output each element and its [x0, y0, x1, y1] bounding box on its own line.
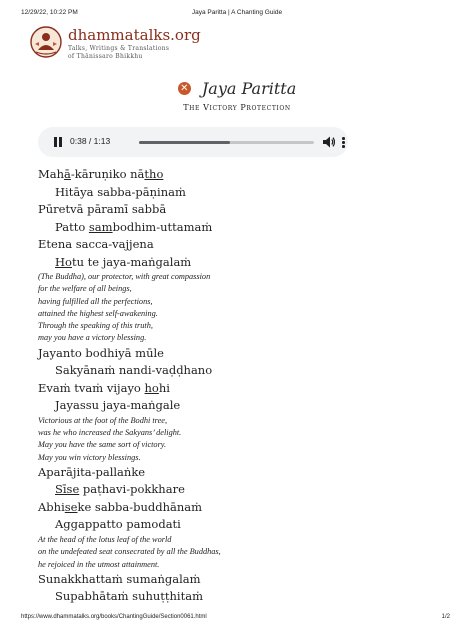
pali-verse-line: Jayanto bodhiyā mūle	[38, 345, 164, 360]
site-name[interactable]: dhammatalks.org	[68, 26, 201, 44]
translation-line: may you have a victory blessing.	[38, 333, 147, 343]
translation-line: (The Buddha), our protector, with great compassion	[38, 272, 211, 281]
pali-verse-line: Sīse paṭhavi-pokkhare	[55, 482, 185, 497]
pali-verse-line: Sakyānaṁ nandi-vaḍḍhano	[55, 363, 213, 378]
translation-line: on the undefeated seat consecrated by all the Buddhas,	[38, 547, 221, 557]
page-subtitle: The Victory Protection	[183, 103, 291, 112]
translation-line: Victorious at the foot of the Bodhi tree,	[38, 415, 168, 425]
pause-icon[interactable]	[52, 136, 64, 148]
pali-verse-line: Aparājita-pallaṅke	[38, 464, 146, 479]
close-icon[interactable]: ✕	[178, 82, 191, 95]
pali-verse-line: Jayassu jaya-maṅgale	[55, 398, 181, 413]
translation-line: Through the speaking of this truth,	[38, 321, 153, 331]
translation-line: attained the highest self-awakening.	[38, 308, 158, 318]
pali-verse-line: Pūretvā pāramī sabbā	[38, 202, 167, 216]
pali-verse-line: Hitāya sabba-pāṇinaṁ	[55, 184, 186, 199]
pali-verse-line: Aggappatto pamodati	[55, 517, 181, 532]
print-footer	[0, 614, 474, 624]
translation-line: he rejoiced in the utmost attainment.	[38, 559, 160, 569]
pali-verse-line: Etena sacca-vajjena	[38, 237, 154, 251]
print-document-title: Jaya Paritta | A Chanting Guide	[191, 9, 283, 16]
translation-line: for the welfare of all beings,	[38, 284, 132, 294]
audio-time: 0:38 / 1:13	[70, 136, 111, 146]
translation-line: May you have the same sort of victory.	[38, 440, 167, 450]
print-page-number: 1/2	[441, 614, 450, 620]
audio-player[interactable]	[38, 127, 348, 157]
translation-line: At the head of the lotus leaf of the world	[38, 534, 172, 544]
audio-progress-bar[interactable]	[139, 141, 314, 144]
more-options-icon[interactable]	[341, 135, 345, 149]
translation-line: was he who increased the Sakyans’ delight.	[38, 428, 182, 438]
pali-verse-line: Mahā-kāruṇiko nātho	[38, 167, 164, 181]
print-url: https://www.dhammatalks.org/books/ChantingGuide/Section0061.html	[21, 614, 207, 620]
pali-verse-line: Evaṁ tvaṁ vijayo hohi	[38, 380, 170, 395]
print-header	[0, 9, 474, 19]
pali-verse-line: Abhiseke sabba-buddhānaṁ	[38, 499, 203, 514]
title-row	[0, 78, 474, 98]
translation-line: May you win victory blessings.	[38, 452, 141, 462]
chant-text	[38, 166, 448, 606]
audio-progress-fill	[139, 141, 230, 144]
page-title: Jaya Paritta	[201, 79, 297, 98]
site-tagline: Talks, Writings & Translations	[68, 45, 170, 52]
pali-verse-line: Supabhātaṁ suhuṭṭhitaṁ	[55, 589, 203, 604]
site-tagline-author: of Thānissaro Bhikkhu	[68, 53, 143, 60]
pali-verse-line: Patto sambodhim-uttamaṁ	[55, 219, 213, 234]
print-date: 12/29/22, 10:22 PM	[21, 9, 78, 16]
volume-icon[interactable]	[323, 135, 335, 149]
pali-verse-line: Hotu te jaya-maṅgalaṁ	[55, 254, 192, 269]
translation-line: having fulfilled all the perfections,	[38, 296, 153, 306]
dhammatalks-logo-icon	[30, 26, 62, 58]
pali-verse-line: Sunakkhattaṁ sumaṅgalaṁ	[38, 571, 201, 586]
